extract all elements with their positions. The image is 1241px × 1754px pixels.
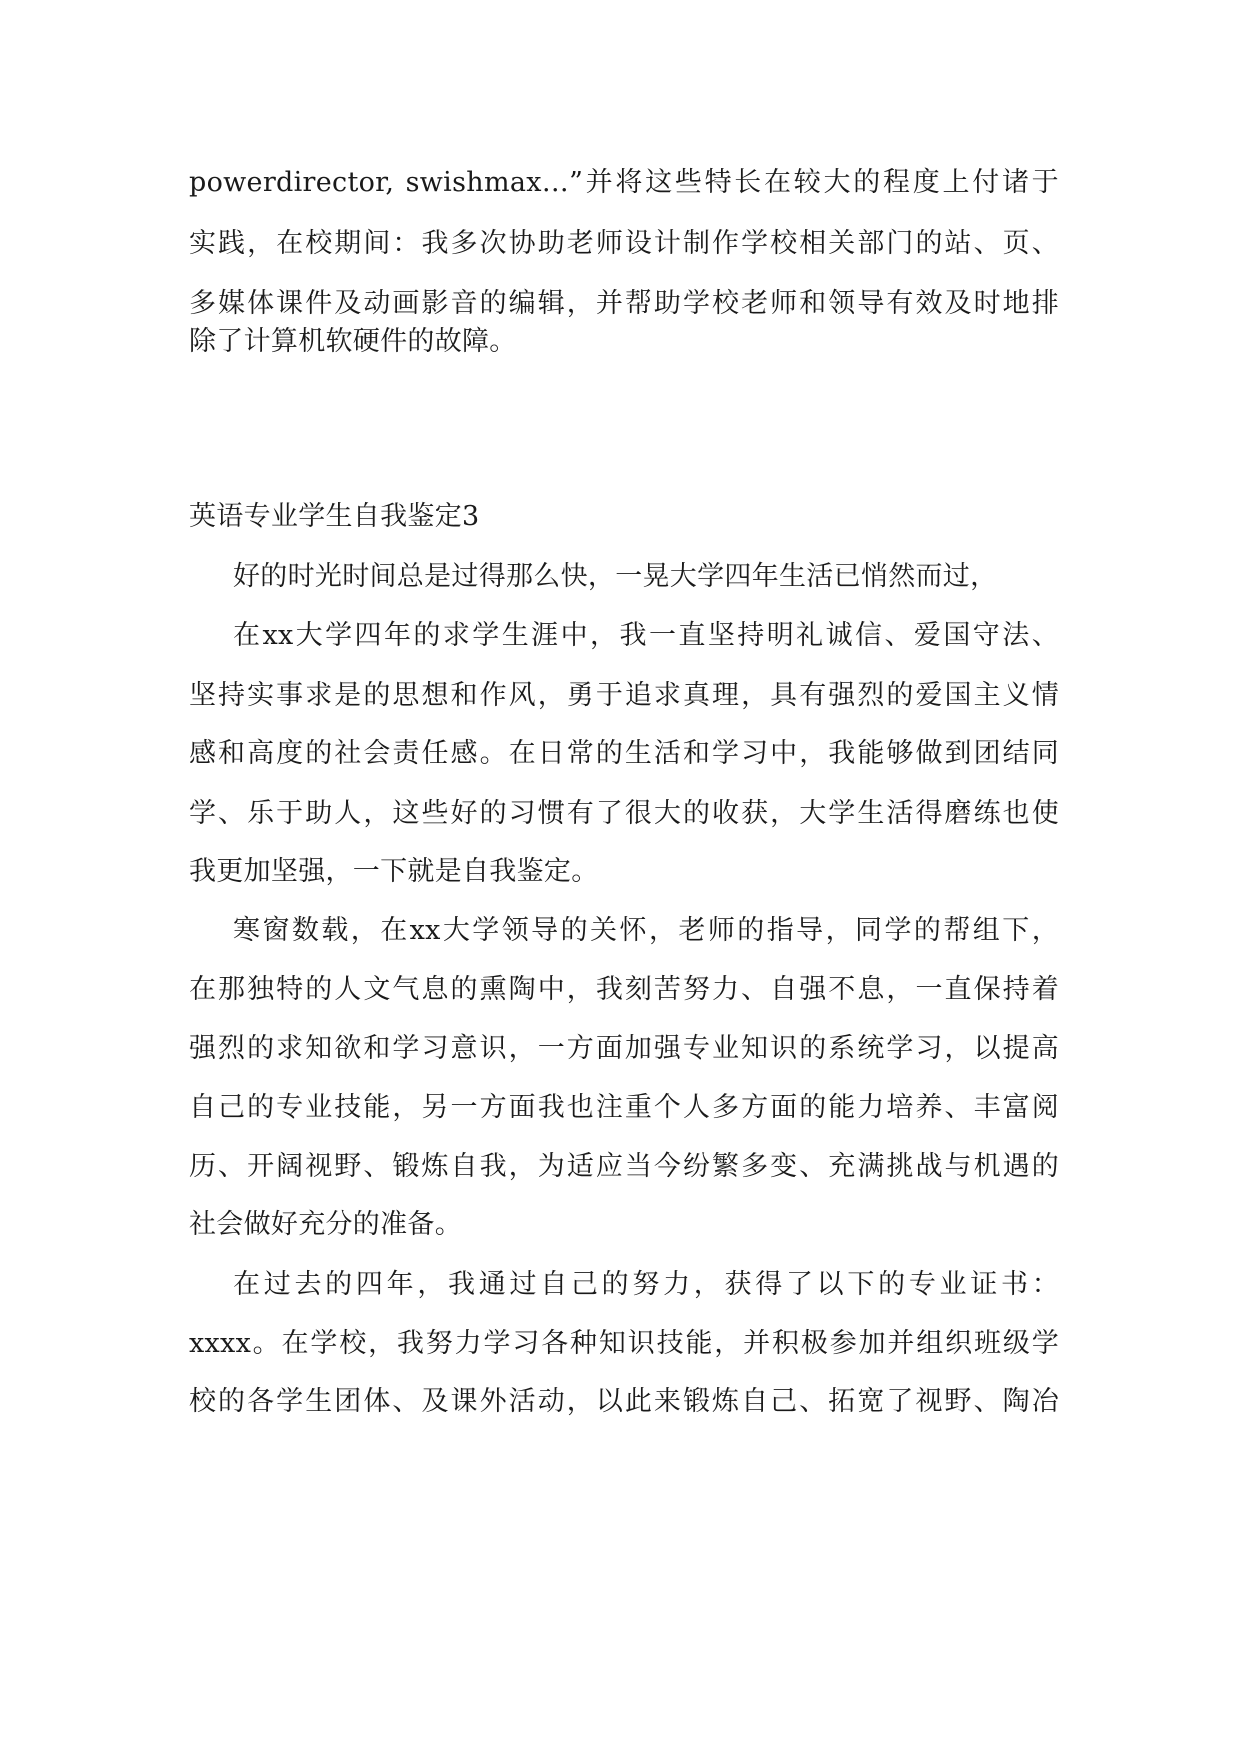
text-line-3: 多媒体课件及动画影音的编辑，并帮助学校老师和领导有效及时地排 [189, 288, 1059, 319]
text-line-4: 除了计算机软硬件的故障。 [189, 326, 517, 357]
section-heading: 英语专业学生自我鉴定3 [189, 501, 480, 532]
text-line-9: 感和高度的社会责任感。在日常的生活和学习中，我能够做到团结同 [189, 738, 1059, 769]
text-line-13: 在那独特的人文气息的熏陶中，我刻苦努力、自强不息，一直保持着 [189, 974, 1059, 1005]
text-line-8: 坚持实事求是的思想和作风，勇于追求真理，具有强烈的爱国主义情 [189, 680, 1059, 711]
text-line-7: 在xx大学四年的求学生涯中，我一直坚持明礼诚信、爱国守法、 [233, 620, 1059, 651]
text-line-2: 实践，在校期间：我多次协助老师设计制作学校相关部门的站、页、 [189, 228, 1059, 259]
text-line-19: xxxx。在学校，我努力学习各种知识技能，并积极参加并组织班级学 [189, 1328, 1059, 1359]
text-line-17: 社会做好充分的准备。 [189, 1209, 462, 1240]
text-line-6: 好的时光时间总是过得那么快，一晃大学四年生活已悄然而过， [233, 561, 998, 592]
text-line-14: 强烈的求知欲和学习意识，一方面加强专业知识的系统学习，以提高 [189, 1033, 1059, 1064]
text-line-15: 自己的专业技能，另一方面我也注重个人多方面的能力培养、丰富阅 [189, 1092, 1059, 1123]
text-line-18: 在过去的四年，我通过自己的努力，获得了以下的专业证书： [233, 1269, 1059, 1300]
text-line-1: powerdirector, swishmax…”并将这些特长在较大的程度上付诸于 [189, 167, 1059, 198]
text-line-10: 学、乐于助人，这些好的习惯有了很大的收获，大学生活得磨练也使 [189, 798, 1059, 829]
text-line-12: 寒窗数载，在xx大学领导的关怀，老师的指导，同学的帮组下， [233, 915, 1059, 946]
text-line-20: 校的各学生团体、及课外活动，以此来锻炼自己、拓宽了视野、陶冶 [189, 1386, 1059, 1417]
text-line-11: 我更加坚强，一下就是自我鉴定。 [189, 856, 599, 887]
text-line-16: 历、开阔视野、锻炼自我，为适应当今纷繁多变、充满挑战与机遇的 [189, 1151, 1059, 1182]
